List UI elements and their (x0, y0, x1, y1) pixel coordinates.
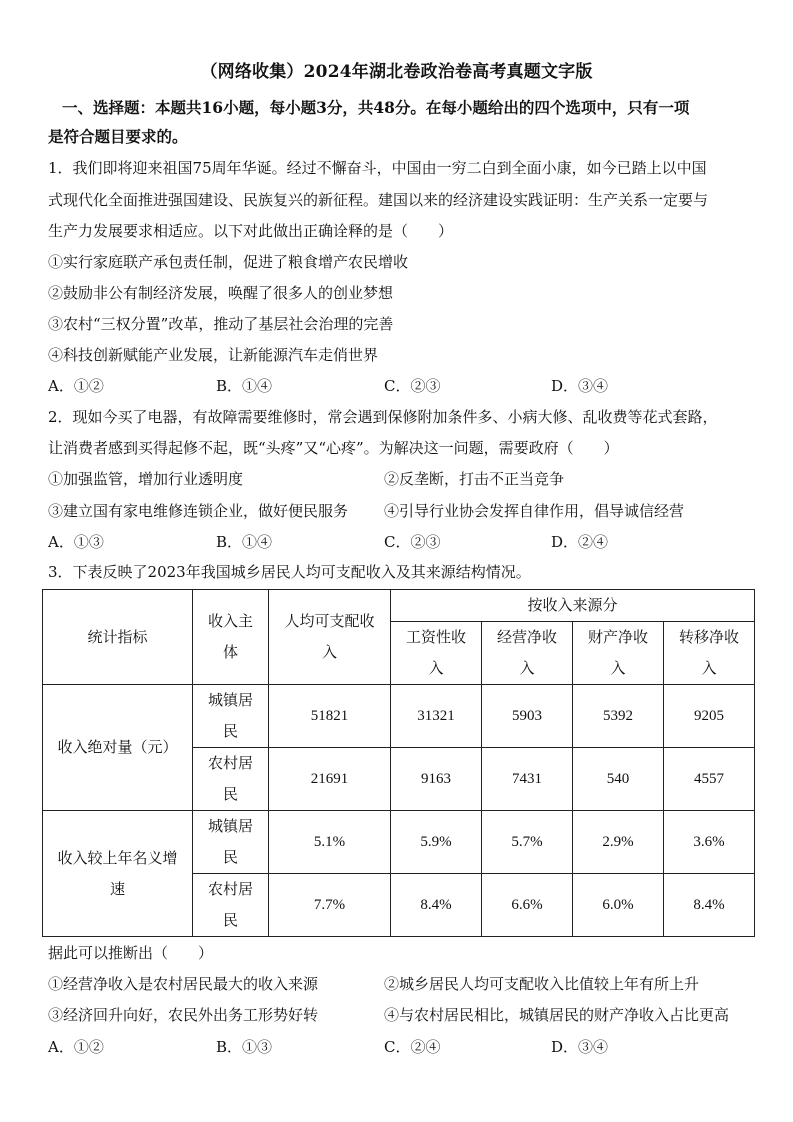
q1-item: ①实行家庭联产承包责任制，促进了粮食增产农民增收 (48, 253, 409, 271)
table-row (43, 811, 755, 874)
q1-item: ④科技创新赋能产业发展，让新能源汽车走俏世界 (48, 346, 379, 364)
header-indicator: 统计指标 (43, 590, 193, 685)
income-table (42, 589, 755, 937)
q2-option-c[interactable]: C．②③ (384, 533, 441, 551)
header-disposable-income: 人均可支配收 入 (269, 590, 391, 685)
cell-value: 6.0% (573, 874, 664, 937)
header-subject: 收入主 体 (193, 590, 269, 685)
cell-value: 6.6% (482, 874, 573, 937)
page-title: （网络收集）2024年湖北卷政治卷高考真题文字版 (200, 62, 593, 82)
q2-option-d[interactable]: D．②④ (551, 533, 609, 551)
q1-stem-line: 式现代化全面推进强国建设、民族复兴的新征程。建国以来的经济建设实践证明：生产关系一定要与 (48, 191, 709, 209)
cell-value: 5.7% (482, 811, 573, 874)
q1-stem-line: 1．我们即将迎来祖国75周年华诞。经过不懈奋斗，中国由一穷二白到全面小康，如今已踏上以中国 (48, 159, 707, 177)
q1-option-b[interactable]: B．①④ (216, 377, 273, 395)
cell-value: 31321 (391, 685, 482, 748)
q3-option-b[interactable]: B．①③ (216, 1038, 273, 1056)
q2-stem-line: 让消费者感到买得起修不起，既“头疼”又“心疼”。为解决这一问题，需要政府（ ） (48, 439, 619, 457)
q3-option-d[interactable]: D．③④ (551, 1038, 609, 1056)
subject-urban: 城镇居 民 (193, 811, 269, 874)
q3-item: ①经营净收入是农村居民最大的收入来源 (48, 975, 319, 993)
q2-option-a[interactable]: A．①③ (48, 533, 104, 551)
q2-stem-line: 2．现如今买了电器，有故障需要维修时，常会遇到保修附加条件多、小病大修、乱收费等花式套路， (48, 408, 718, 426)
q1-option-a[interactable]: A．①② (48, 377, 104, 395)
q3-option-c[interactable]: C．②④ (384, 1038, 441, 1056)
q2-item: ①加强监管，增加行业透明度 (48, 470, 244, 488)
q2-item: ③建立国有家电维修连锁企业，做好便民服务 (48, 502, 349, 520)
cell-value: 7.7% (269, 874, 391, 937)
cell-value: 8.4% (391, 874, 482, 937)
q2-item: ④引导行业协会发挥自律作用，倡导诚信经营 (384, 502, 685, 520)
cell-value: 5.1% (269, 811, 391, 874)
subject-rural: 农村居 民 (193, 874, 269, 937)
q3-item: ③经济回升向好，农民外出务工形势好转 (48, 1006, 319, 1024)
subject-urban: 城镇居 民 (193, 685, 269, 748)
q1-item: ②鼓励非公有制经济发展，唤醒了很多人的创业梦想 (48, 284, 394, 302)
cell-value: 9205 (664, 685, 755, 748)
cell-value: 4557 (664, 748, 755, 811)
subject-rural: 农村居 民 (193, 748, 269, 811)
cell-value: 8.4% (664, 874, 755, 937)
cell-value: 2.9% (573, 811, 664, 874)
cell-value: 21691 (269, 748, 391, 811)
cell-value: 3.6% (664, 811, 755, 874)
cell-value: 9163 (391, 748, 482, 811)
cell-value: 5.9% (391, 811, 482, 874)
q2-item: ②反垄断，打击不正当竞争 (384, 470, 565, 488)
group-growth: 收入较上年名义增 速 (43, 811, 193, 937)
q3-intro: 3．下表反映了2023年我国城乡居民人均可支配收入及其来源结构情况。 (48, 563, 531, 581)
table-row (43, 685, 755, 748)
q1-stem-line: 生产力发展要求相适应。以下对此做出正确诠释的是（ ） (48, 222, 454, 240)
cell-value: 540 (573, 748, 664, 811)
q1-option-c[interactable]: C．②③ (384, 377, 441, 395)
cell-value: 5903 (482, 685, 573, 748)
q1-item: ③农村“三权分置”改革，推动了基层社会治理的完善 (48, 315, 394, 333)
q2-option-b[interactable]: B．①④ (216, 533, 273, 551)
header-wage-income: 工资性收 入 (391, 622, 482, 685)
cell-value: 51821 (269, 685, 391, 748)
header-business-income: 经营净收 入 (482, 622, 573, 685)
group-absolute: 收入绝对量（元） (43, 685, 193, 811)
q3-prompt: 据此可以推断出（ ） (48, 944, 214, 962)
q3-option-a[interactable]: A．①② (48, 1038, 104, 1056)
section-heading-cont: 是符合题目要求的。 (48, 127, 188, 146)
cell-value: 7431 (482, 748, 573, 811)
section-heading: 一、选择题：本题共16小题，每小题3分，共48分。在每小题给出的四个选项中，只有一项 (62, 98, 690, 117)
header-transfer-income: 转移净收 入 (664, 622, 755, 685)
q3-item: ②城乡居民人均可支配收入比值较上年有所上升 (384, 975, 700, 993)
header-property-income: 财产净收 入 (573, 622, 664, 685)
q3-item: ④与农村居民相比，城镇居民的财产净收入占比更高 (384, 1006, 730, 1024)
cell-value: 5392 (573, 685, 664, 748)
q1-option-d[interactable]: D．③④ (551, 377, 609, 395)
header-by-source: 按收入来源分 (391, 590, 755, 622)
